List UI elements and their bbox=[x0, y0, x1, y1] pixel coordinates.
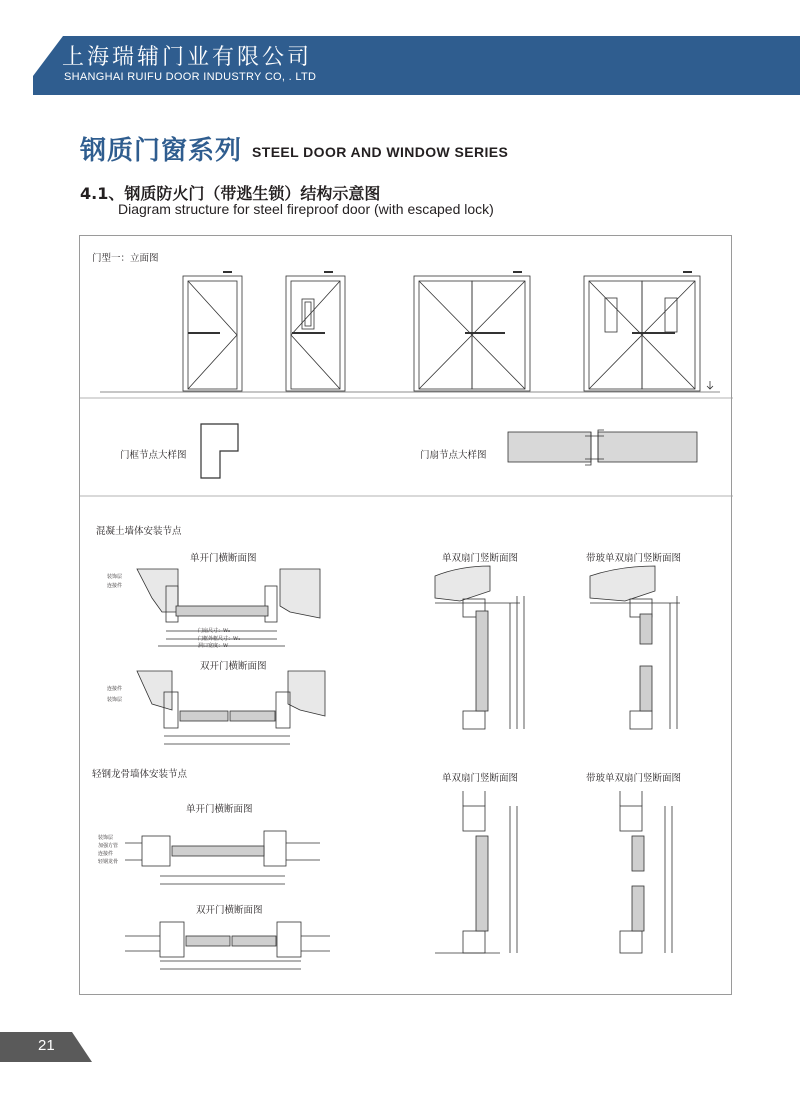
steel-stud-heading: 轻钢龙骨墙体安装节点 bbox=[92, 769, 188, 780]
frame-node-detail bbox=[201, 424, 238, 478]
legend-connector-1: 连接件 bbox=[107, 583, 123, 589]
diagram-drawing bbox=[80, 236, 733, 996]
stud-single-label: 单开门横断面图 bbox=[186, 804, 253, 815]
concrete-double-label: 双开门横断面图 bbox=[200, 661, 267, 672]
stud-vertical-section bbox=[435, 791, 517, 953]
legend-connector-2: 连接件 bbox=[107, 686, 123, 692]
stud-legend-decor: 装饰层 bbox=[98, 835, 114, 841]
stud-transom-label: 带玻单双扇门竖断面图 bbox=[586, 773, 682, 784]
series-title-cn: 钢质门窗系列 bbox=[80, 136, 243, 166]
concrete-vertical-section bbox=[435, 566, 524, 729]
door-elevation-double bbox=[414, 272, 530, 391]
dim-frame-width: 门框外框尺寸：W₁ bbox=[198, 636, 241, 642]
series-title-en: STEEL DOOR AND WINDOW SERIES bbox=[252, 144, 509, 160]
section-subtitle: Diagram structure for steel fireproof door (with escaped lock) bbox=[118, 201, 494, 217]
door-elevation-single bbox=[183, 272, 242, 391]
stud-single-section bbox=[125, 831, 320, 884]
door-type-label: 门型一：立面图 bbox=[92, 253, 159, 264]
stud-legend-stud: 轻钢龙骨 bbox=[98, 859, 119, 865]
dim-opening-width: 洞口宽度：W bbox=[198, 643, 229, 649]
stud-double-label: 双开门横断面图 bbox=[196, 905, 263, 916]
dim-leaf-width: 门扇尺寸：W₀ bbox=[198, 628, 231, 634]
door-elevation-double-vision bbox=[584, 272, 713, 391]
concrete-transom-label: 带玻单双扇门竖断面图 bbox=[586, 553, 682, 564]
stud-legend-connector: 连接件 bbox=[98, 851, 114, 857]
concrete-single-label: 单开门横断面图 bbox=[190, 553, 257, 564]
concrete-vertical-label: 单双扇门竖断面图 bbox=[442, 553, 519, 564]
leaf-node-detail bbox=[508, 430, 697, 465]
stud-legend-tube: 加强方管 bbox=[98, 843, 119, 849]
stud-vertical-label: 单双扇门竖断面图 bbox=[442, 773, 519, 784]
stud-double-section bbox=[125, 922, 330, 969]
structure-diagram bbox=[79, 235, 732, 995]
legend-decor-1: 装饰层 bbox=[107, 574, 123, 580]
stud-transom-section bbox=[620, 791, 672, 953]
page-number: 21 bbox=[38, 1037, 55, 1054]
concrete-transom-section bbox=[590, 566, 680, 729]
concrete-heading: 混凝土墙体安装节点 bbox=[96, 526, 182, 537]
company-name-cn: 上海瑞辅门业有限公司 bbox=[62, 45, 313, 70]
section-title: 4.1、钢质防火门（带逃生锁）结构示意图 bbox=[80, 184, 381, 203]
leaf-node-label: 门扇节点大样图 bbox=[420, 450, 487, 461]
legend-decor-2: 装饰层 bbox=[107, 697, 123, 703]
concrete-double-section bbox=[137, 671, 325, 744]
company-name-en: SHANGHAI RUIFU DOOR INDUSTRY CO, . LTD bbox=[64, 71, 317, 83]
frame-node-label: 门框节点大样图 bbox=[120, 450, 187, 461]
door-elevation-single-vision bbox=[286, 272, 345, 391]
